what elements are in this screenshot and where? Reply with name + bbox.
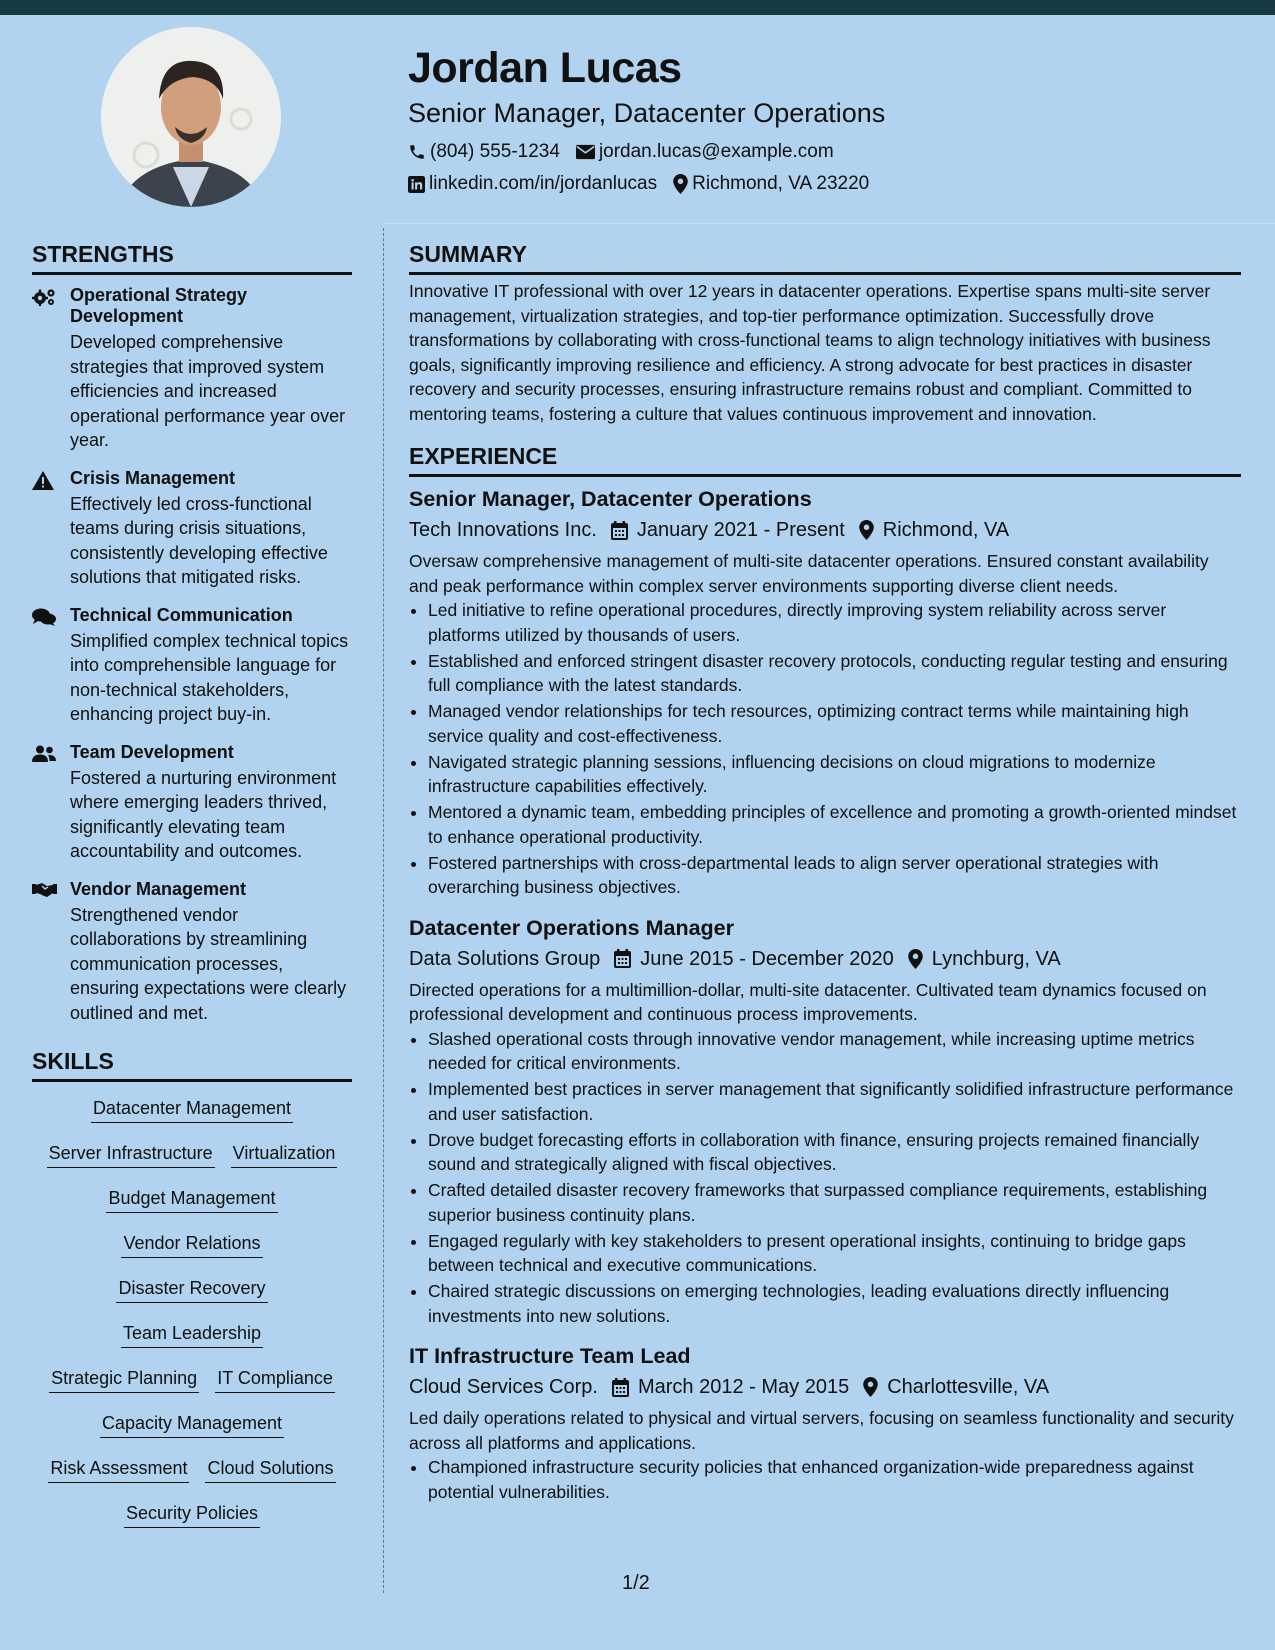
strength-desc: Strengthened vendor collaborations by streamlining communication processes, ensuring expectations were clearly outlined and met. [70, 904, 347, 1023]
skill-tag: Virtualization [231, 1137, 338, 1168]
job-bullet: • Established and enforced stringent disaster recovery protocols, conducting regular testing and ensuring full compliance with the latest standards. [428, 649, 1241, 698]
skill-tag: Datacenter Management [91, 1092, 293, 1123]
job-bullet: • Championed infrastructure security policies that enhanced organization-wide preparedness against potential vulnerabilities. [428, 1455, 1241, 1504]
phone-text: (804) 555-1234 [430, 141, 560, 162]
job-entry [409, 1340, 1241, 1504]
skill-tag: Security Policies [124, 1497, 260, 1528]
skill-tag: Vendor Relations [121, 1227, 262, 1258]
strength-item [32, 468, 352, 590]
skill-tag: Server Infrastructure [47, 1137, 215, 1168]
job-location: Charlottesville, VA [887, 1376, 1050, 1398]
email-contact[interactable] [576, 136, 834, 168]
job-bullet: • Drove budget forecasting efforts in collaboration with finance, ensuring projects remained financially sound and strategically aligned with fiscal objectives. [428, 1128, 1241, 1177]
job-bullets [409, 1455, 1241, 1504]
users-icon [32, 745, 56, 762]
job-dates: January 2021 - Present [636, 519, 845, 541]
job-bullets [409, 598, 1241, 900]
candidate-name: Jordan Lucas [408, 44, 682, 92]
phone-icon [408, 143, 426, 161]
candidate-title: Senior Manager, Datacenter Operations [408, 98, 886, 128]
location-contact [673, 168, 869, 200]
summary-heading: SUMMARY [409, 238, 1241, 275]
job-entry [409, 912, 1241, 1329]
job-location: Richmond, VA [882, 519, 1010, 541]
strength-item [32, 605, 352, 727]
summary-text: Innovative IT professional with over 12 years in datacenter operations. Expertise spans multi-site server management, virtualization strategies, and top-tier performance optimization. Successfully drove transformations by collaborating with cross-functional teams to align technology initiatives with business goals, significantly improving resilience and efficiency. A strong advocate for best practices in disaster recovery and security processes, ensuring infrastructure remains robust and compliant. Committed to mentoring teams, fostering a culture that values continuous improvement and innovation. [409, 281, 1211, 424]
column-divider [383, 228, 384, 1593]
job-title: Datacenter Operations Manager [409, 915, 734, 940]
skill-tag: Capacity Management [100, 1407, 284, 1438]
skill-tag: IT Compliance [215, 1362, 335, 1393]
strength-title: Vendor Management [70, 878, 247, 899]
skill-tag: Team Leadership [121, 1317, 263, 1348]
skill-tag: Risk Assessment [48, 1452, 189, 1483]
map-marker-icon [908, 949, 923, 969]
linkedin-text[interactable]: linkedin.com/in/jordanlucas [429, 173, 658, 194]
strengths-heading: STRENGTHS [32, 238, 352, 275]
profile-photo [101, 27, 281, 207]
job-company: Data Solutions Group [409, 947, 601, 970]
job-description: Led daily operations related to physical and virtual servers, focusing on seamless functionality and security across all platforms and applications. [409, 1408, 1234, 1453]
handshake-icon [32, 882, 57, 898]
job-company: Tech Innovations Inc. [409, 519, 597, 541]
job-description: Directed operations for a multimillion-dollar, multi-site datacenter. Cultivated team dynamics focused on professional development and continuous process improvements. [409, 979, 1207, 1024]
job-bullet: • Crafted detailed disaster recovery frameworks that surpassed compliance requirements, establishing superior business continuity plans. [428, 1178, 1241, 1227]
envelope-icon [576, 144, 595, 160]
location-text: Richmond, VA 23220 [692, 173, 870, 194]
skills-heading: SKILLS [32, 1045, 352, 1082]
comments-icon [32, 608, 56, 626]
map-marker-icon [863, 1377, 878, 1397]
strength-desc: Fostered a nurturing environment where emerging leaders thrived, significantly elevating team accountability and outcomes. [70, 767, 337, 861]
job-bullet: • Chaired strategic discussions on emerging technologies, leading evaluations directly influencing investments into new solutions. [428, 1279, 1241, 1328]
job-bullet: • Implemented best practices in server management that significantly solidified infrastructure performance and user satisfaction. [428, 1077, 1241, 1126]
left-column [32, 238, 352, 1542]
phone-contact [408, 136, 560, 168]
strength-item [32, 879, 352, 1026]
job-bullet: • Navigated strategic planning sessions, influencing decisions on cloud migrations to modernize infrastructure capabilities effectively. [428, 750, 1241, 799]
job-dates: June 2015 - December 2020 [640, 947, 894, 970]
job-bullet: • Slashed operational costs through innovative vendor management, while increasing uptime metrics needed for critical environments. [428, 1027, 1241, 1076]
calendar-icon [611, 521, 628, 540]
strength-title: Crisis Management [70, 467, 236, 488]
linkedin-icon [408, 176, 425, 193]
strength-item [32, 742, 352, 864]
job-title: Senior Manager, Datacenter Operations [409, 487, 812, 511]
calendar-icon [614, 949, 631, 968]
job-bullet: • Mentored a dynamic team, embedding principles of excellence and promoting a growth-oriented mindset to enhance operational productivity. [428, 800, 1241, 849]
skill-tag: Budget Management [106, 1182, 277, 1213]
job-dates: March 2012 - May 2015 [637, 1376, 850, 1398]
skills-list [32, 1092, 352, 1542]
strength-title: Technical Communication [70, 604, 293, 625]
strengths-list [32, 285, 352, 1025]
skill-tag: Strategic Planning [49, 1362, 199, 1393]
strength-desc: Developed comprehensive strategies that improved system efficiencies and increased operational performance year over year. [70, 332, 346, 450]
map-marker-icon [673, 174, 688, 194]
job-bullet: • Managed vendor relationships for tech resources, optimizing contract terms while maintaining high service quality and cost-effectiveness. [428, 699, 1241, 748]
linkedin-contact[interactable] [408, 168, 657, 200]
strength-desc: Effectively led cross-functional teams during crisis situations, consistently developing effective solutions that mitigated risks. [70, 493, 328, 587]
strength-item [32, 285, 352, 453]
job-description: Oversaw comprehensive management of multi-site datacenter operations. Ensured constant availability and peak performance within complex server environments supporting diverse client needs. [409, 551, 1209, 596]
email-text[interactable]: jordan.lucas@example.com [598, 141, 834, 162]
skill-tag: Cloud Solutions [205, 1452, 335, 1483]
gears-icon [32, 288, 56, 306]
strength-title: Operational Strategy Development [70, 285, 248, 326]
job-bullet: • Engaged regularly with key stakeholders to present operational insights, continuing to bridge gaps between technical and executive communications. [428, 1229, 1241, 1278]
resume-header [408, 40, 1228, 200]
warning-icon [32, 471, 54, 490]
job-bullet: • Fostered partnerships with cross-departmental leads to align server operational strategies with overarching business objectives. [428, 851, 1241, 900]
page-number: 1/2 [622, 1572, 650, 1594]
calendar-icon [612, 1378, 629, 1397]
job-bullets [409, 1027, 1241, 1329]
header-separator [383, 223, 1275, 224]
right-column [409, 238, 1241, 1506]
strength-title: Team Development [70, 741, 234, 762]
job-company: Cloud Services Corp. [409, 1376, 598, 1398]
job-bullet: • Led initiative to refine operational procedures, directly improving system reliability across server platforms utilized by thousands of users. [428, 598, 1241, 647]
job-entry [409, 483, 1241, 900]
job-title: IT Infrastructure Team Lead [409, 1344, 691, 1368]
skill-tag: Disaster Recovery [116, 1272, 267, 1303]
experience-heading: EXPERIENCE [409, 440, 1241, 477]
job-location: Lynchburg, VA [931, 947, 1061, 970]
top-bar [0, 0, 1275, 15]
map-marker-icon [859, 520, 874, 540]
strength-desc: Simplified complex technical topics into comprehensible language for non-technical stakeholders, enhancing project buy-in. [70, 630, 349, 724]
